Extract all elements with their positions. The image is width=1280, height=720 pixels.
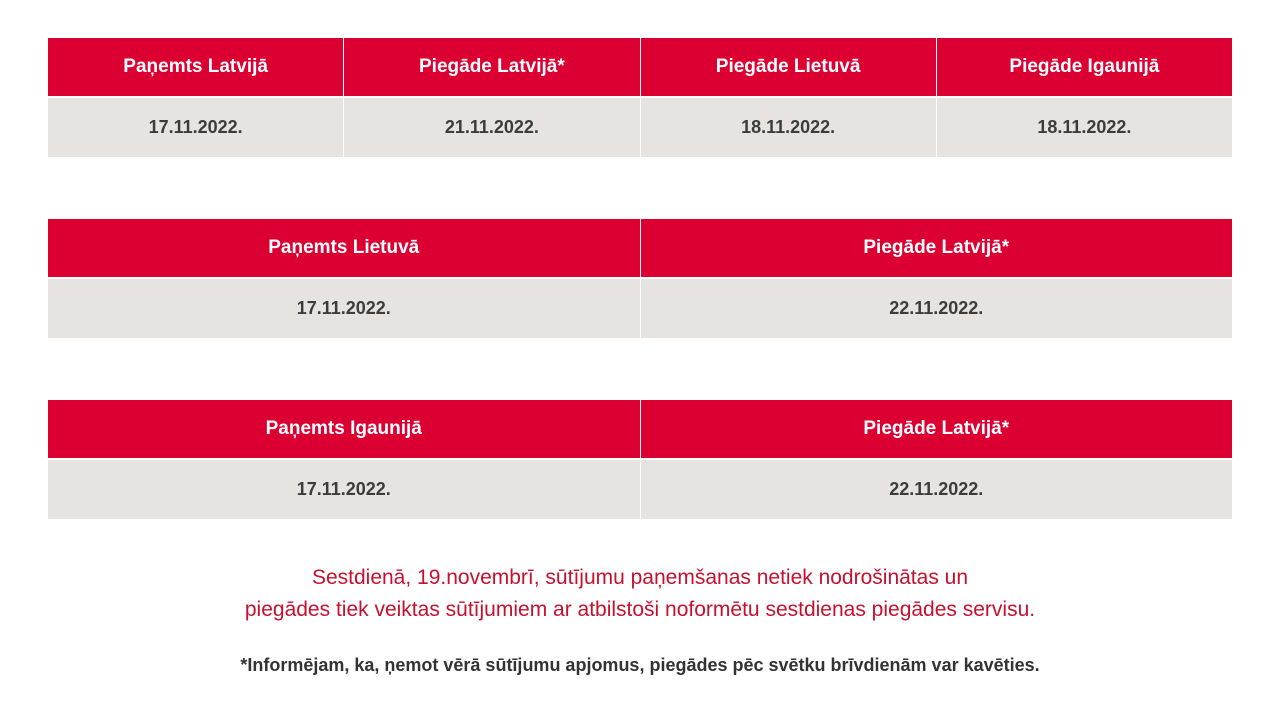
date-delivery-latvia: 22.11.2022. — [641, 460, 1233, 519]
date-delivery-latvia: 22.11.2022. — [641, 279, 1233, 338]
footnote: *Informējam, ka, ņemot vērā sūtījumu apjomus, piegādes pēc svētku brīvdienām var kavēties. — [240, 655, 1040, 675]
saturday-notice — [0, 562, 1280, 626]
date-picked-up-estonia: 17.11.2022. — [48, 460, 640, 519]
header-delivery-latvia: Piegāde Latvijā* — [641, 400, 1233, 458]
date-delivery-latvia: 21.11.2022. — [344, 98, 639, 157]
header-delivery-latvia: Piegāde Latvijā* — [641, 219, 1233, 277]
header-delivery-lithuania: Piegāde Lietuvā — [641, 38, 936, 96]
pickup-estonia-table — [48, 400, 1232, 519]
date-picked-up-lithuania: 17.11.2022. — [48, 279, 640, 338]
header-picked-up-latvia: Paņemts Latvijā — [48, 38, 343, 96]
header-delivery-latvia: Piegāde Latvijā* — [344, 38, 639, 96]
date-delivery-lithuania: 18.11.2022. — [641, 98, 936, 157]
pickup-latvia-table — [48, 38, 1232, 157]
pickup-lithuania-table — [48, 219, 1232, 338]
date-picked-up-latvia: 17.11.2022. — [48, 98, 343, 157]
header-delivery-estonia: Piegāde Igaunijā — [937, 38, 1232, 96]
notice-line-2: piegādes tiek veiktas sūtījumiem ar atbilstoši noformētu sestdienas piegādes servisu. — [244, 598, 1036, 621]
header-picked-up-lithuania: Paņemts Lietuvā — [48, 219, 640, 277]
date-delivery-estonia: 18.11.2022. — [937, 98, 1232, 157]
header-picked-up-estonia: Paņemts Igaunijā — [48, 400, 640, 458]
notice-line-1: Sestdienā, 19.novembrī, sūtījumu paņemšanas netiek nodrošinātas un — [311, 566, 969, 589]
